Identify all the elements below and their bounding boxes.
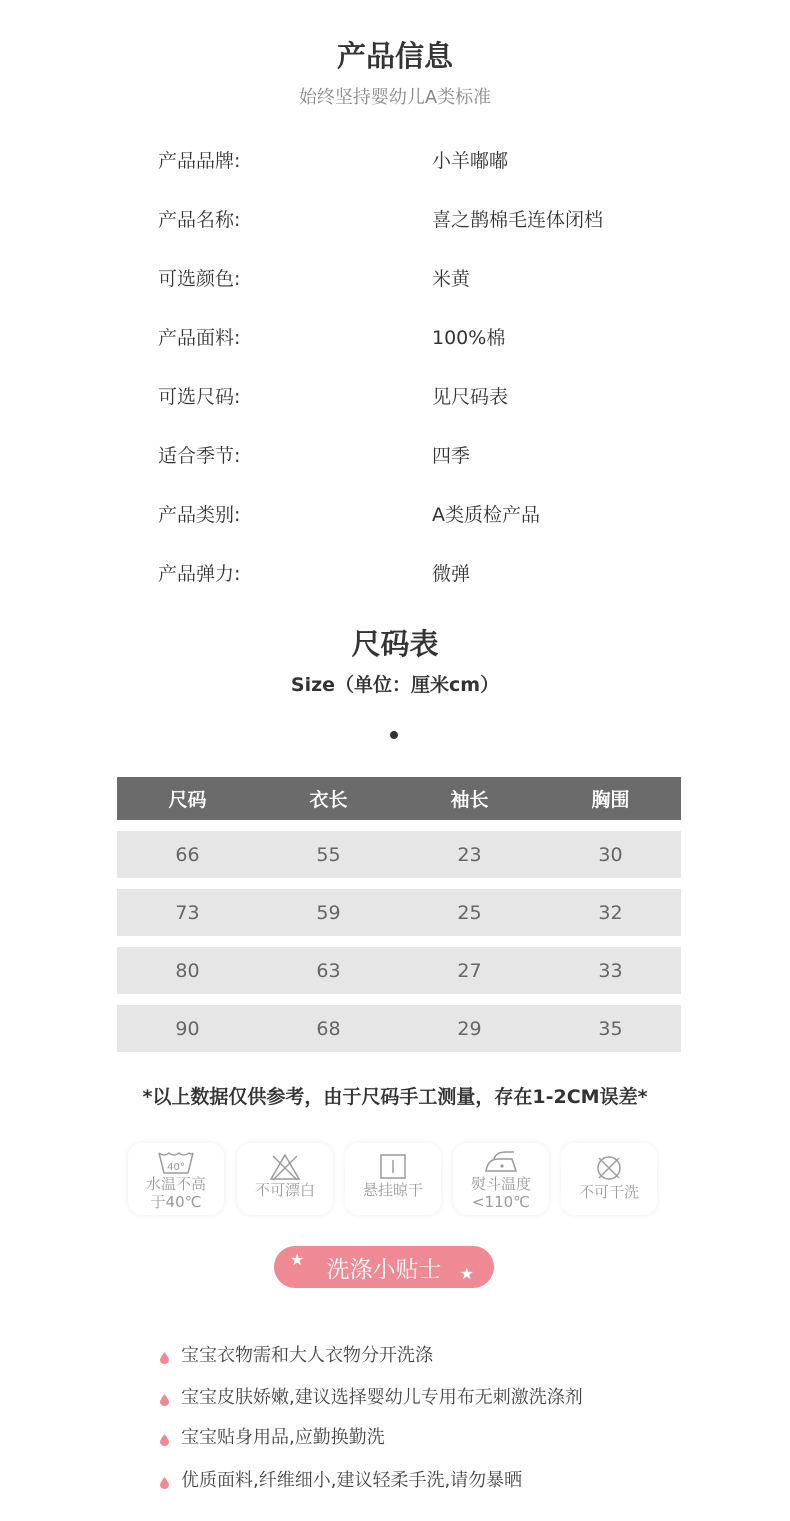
info-subtitle: 始终坚持婴幼儿A类标准 (298, 87, 492, 108)
table-row (117, 831, 681, 878)
info-value: 见尺码表 (432, 386, 509, 408)
tip-text: 宝宝皮肤娇嫩,建议选择婴幼儿专用布无刺激洗涤剂 (181, 1387, 583, 1408)
size-note: *以上数据仅供参考，由于尺码手工测量，存在1-2CM误差* (142, 1086, 648, 1108)
info-value: 小羊嘟嘟 (432, 150, 509, 172)
info-value: 喜之鹊棉毛连体闭档 (432, 209, 604, 231)
info-label: 产品弹力: (158, 563, 241, 585)
info-value: A类质检产品 (432, 504, 540, 526)
table-cell: 80 (175, 959, 200, 982)
tips-badge-label: 洗涤小贴士 (326, 1256, 442, 1283)
info-row (0, 441, 790, 471)
hang-dry-icon (345, 1153, 441, 1181)
size-title: 尺码表 (351, 627, 439, 661)
table-cell: 25 (457, 901, 482, 924)
table-cell: 63 (316, 959, 341, 982)
info-value: 微弹 (432, 563, 471, 585)
info-label: 产品品牌: (158, 150, 241, 172)
table-cell: 30 (598, 843, 623, 866)
info-row (0, 146, 790, 176)
table-header (117, 777, 681, 820)
info-row (0, 323, 790, 353)
wash-40-icon (128, 1149, 224, 1175)
table-cell: 29 (457, 1017, 482, 1040)
table-cell: 68 (316, 1017, 341, 1040)
info-label: 产品面料: (158, 327, 241, 349)
tip-item (160, 1466, 522, 1492)
info-label: 可选尺码: (158, 386, 241, 408)
care-item (237, 1143, 333, 1215)
table-cell: 27 (457, 959, 482, 982)
care-item (453, 1143, 549, 1215)
info-row (0, 500, 790, 530)
info-label: 产品类别: (158, 504, 241, 526)
table-cell: 73 (175, 901, 200, 924)
info-row (0, 264, 790, 294)
info-row (0, 382, 790, 412)
no-dry-clean-icon (561, 1153, 657, 1183)
divider-dot (390, 731, 398, 739)
care-item (561, 1143, 657, 1215)
droplet-icon (160, 1430, 169, 1442)
table-cell: 59 (316, 901, 341, 924)
table-header-cell: 尺码 (168, 789, 207, 811)
table-cell: 90 (175, 1017, 200, 1040)
no-bleach-icon (237, 1153, 333, 1181)
table-row (117, 1005, 681, 1052)
info-label: 产品名称: (158, 209, 241, 231)
table-cell: 23 (457, 843, 482, 866)
tip-text: 宝宝衣物需和大人衣物分开洗涤 (181, 1345, 433, 1366)
table-cell: 32 (598, 901, 623, 924)
table-row (117, 947, 681, 994)
care-label: 水温不高 (145, 1175, 206, 1193)
tip-item (160, 1383, 583, 1409)
wash-temp-label: 40° (167, 1162, 185, 1173)
info-row (0, 559, 790, 589)
care-label: 悬挂晾干 (362, 1181, 423, 1199)
care-label: 熨斗温度 (470, 1175, 531, 1193)
info-label: 可选颜色: (158, 268, 241, 290)
table-cell: 35 (598, 1017, 623, 1040)
info-value: 100%棉 (432, 327, 506, 349)
star-icon: ★ (290, 1250, 305, 1269)
care-label: <110℃ (471, 1193, 531, 1211)
info-row (0, 205, 790, 235)
tip-text: 宝宝贴身用品,应勤换勤洗 (181, 1427, 385, 1448)
table-header-cell: 胸围 (591, 789, 630, 811)
info-value: 米黄 (432, 268, 471, 290)
iron-icon (453, 1149, 549, 1175)
info-label: 适合季节: (158, 445, 241, 467)
droplet-icon (160, 1348, 169, 1360)
care-label: 不可干洗 (578, 1183, 639, 1201)
tip-item (160, 1341, 433, 1367)
star-icon: ★ (459, 1264, 474, 1283)
table-header-cell: 衣长 (309, 789, 348, 811)
care-item (128, 1143, 224, 1215)
care-item (345, 1143, 441, 1215)
droplet-icon (160, 1390, 169, 1402)
table-row (117, 889, 681, 936)
care-label: 不可漂白 (254, 1181, 315, 1199)
size-subtitle: Size（单位：厘米cm） (290, 674, 500, 696)
table-header-cell: 袖长 (450, 789, 489, 811)
table-cell: 33 (598, 959, 623, 982)
tip-item (160, 1423, 385, 1449)
table-cell: 66 (175, 843, 200, 866)
table-cell: 55 (316, 843, 341, 866)
care-label: 于40℃ (150, 1193, 202, 1211)
tips-badge (274, 1246, 494, 1288)
tip-text: 优质面料,纤维细小,建议轻柔手洗,请勿暴晒 (181, 1470, 523, 1491)
info-value: 四季 (432, 445, 471, 467)
droplet-icon (160, 1473, 169, 1485)
info-title: 产品信息 (336, 39, 453, 73)
